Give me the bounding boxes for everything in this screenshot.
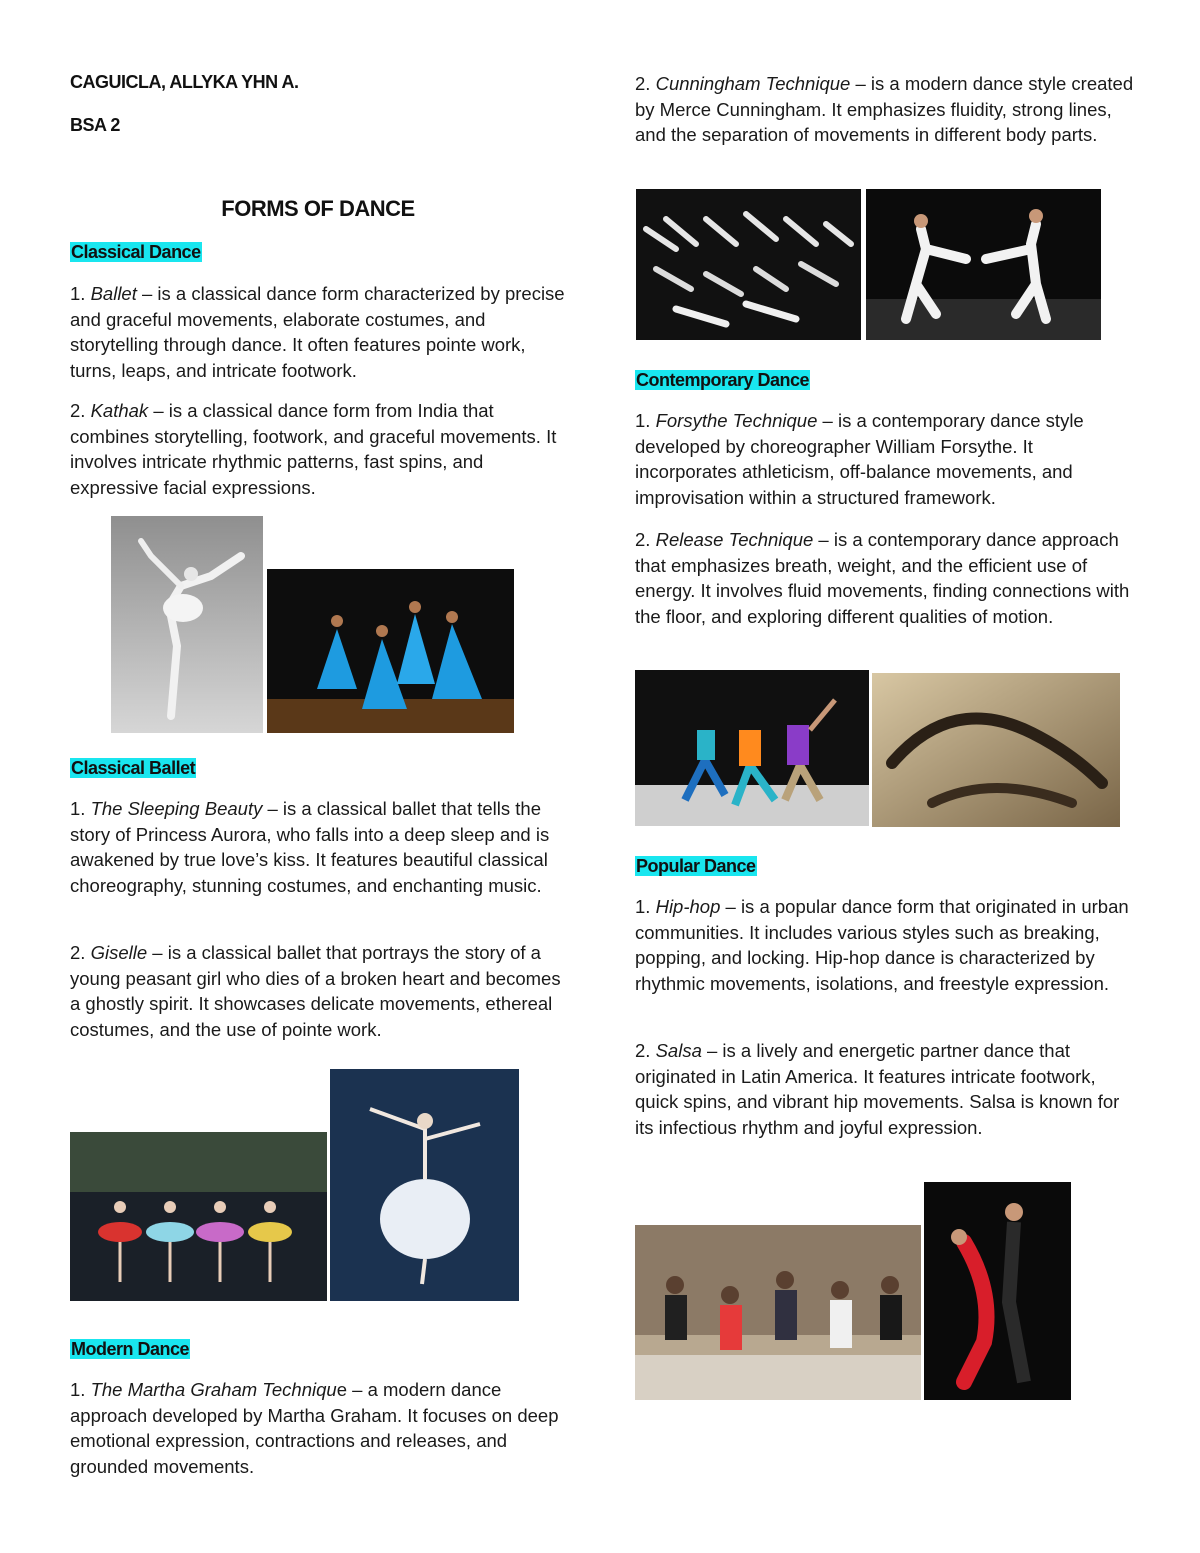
salsa-photo bbox=[924, 1182, 1071, 1400]
giselle-photo bbox=[330, 1069, 519, 1301]
kathak-photo bbox=[267, 569, 514, 733]
item-sleeping-beauty: 1. The Sleeping Beauty – is a classical ballet that tells the story of Princess Aurora, who falls into a deep sleep and is awakened by true love’s kiss. It features beautiful classical choreography, stunning costumes, and enchanting music. bbox=[70, 798, 550, 896]
page-title: FORMS OF DANCE bbox=[221, 196, 415, 221]
forsythe-photo bbox=[635, 670, 869, 826]
section-heading-popular-dance: Popular Dance bbox=[636, 856, 756, 876]
item-hiphop: 1. Hip-hop – is a popular dance form that originated in urban communities. It includes various styles such as breaking, popping, and locking. Hip-hop dance is characterized by rhythmic movements, isolations, and freestyle expression. bbox=[635, 896, 1129, 994]
item-giselle: 2. Giselle – is a classical ballet that portrays the story of a young peasant girl who dies of a broken heart and becomes a ghostly spirit. It showcases delicate movements, ethereal costumes, and the use of pointe work. bbox=[70, 942, 561, 1040]
item-ballet: 1. Ballet – is a classical dance form characterized by precise and graceful movements, elaborate costumes, and storytelling through dance. It often features pointe work, turns, leaps, and intricate footwork. bbox=[70, 283, 565, 381]
section-heading-classical-ballet: Classical Ballet bbox=[71, 758, 196, 778]
section-heading-contemporary-dance: Contemporary Dance bbox=[636, 370, 810, 390]
ballet-photo bbox=[111, 516, 263, 733]
item-cunningham: 2. Cunningham Technique – is a modern dance style created by Merce Cunningham. It emphasizes fluidity, strong lines, and the separation of movements in different body parts. bbox=[635, 73, 1134, 146]
student-course: BSA 2 bbox=[70, 115, 120, 135]
release-photo bbox=[872, 673, 1120, 827]
sleeping-beauty-photo bbox=[70, 1132, 327, 1301]
cunningham-photo-group bbox=[636, 189, 861, 340]
student-name: CAGUICLA, ALLYKA YHN A. bbox=[70, 72, 299, 92]
item-martha-graham: 1. The Martha Graham Technique – a modern dance approach developed by Martha Graham. It focuses on deep emotional expression, contractions and releases, and grounded movements. bbox=[70, 1379, 559, 1477]
item-salsa: 2. Salsa – is a lively and energetic partner dance that originated in Latin America. It features intricate footwork, quick spins, and vibrant hip movements. Salsa is known for its infectious rhythm and joyful expression. bbox=[635, 1040, 1120, 1138]
item-release: 2. Release Technique – is a contemporary dance approach that emphasizes breath, weight, and the efficient use of energy. It involves fluid movements, finding connections with the floor, and exploring different qualities of motion. bbox=[635, 529, 1130, 627]
section-heading-modern-dance: Modern Dance bbox=[71, 1339, 190, 1359]
item-forsythe: 1. Forsythe Technique – is a contemporary dance style developed by choreographer William Forsythe. It incorporates athleticism, off-balance movements, and improvisation within a structured framework. bbox=[635, 410, 1084, 508]
section-heading-classical-dance: Classical Dance bbox=[71, 242, 201, 262]
hiphop-photo bbox=[635, 1225, 921, 1400]
cunningham-photo-duet bbox=[866, 189, 1101, 340]
item-kathak: 2. Kathak – is a classical dance form from India that combines storytelling, footwork, and graceful movements. It involves intricate rhythmic patterns, fast spins, and expressive facial expressions. bbox=[70, 400, 557, 498]
